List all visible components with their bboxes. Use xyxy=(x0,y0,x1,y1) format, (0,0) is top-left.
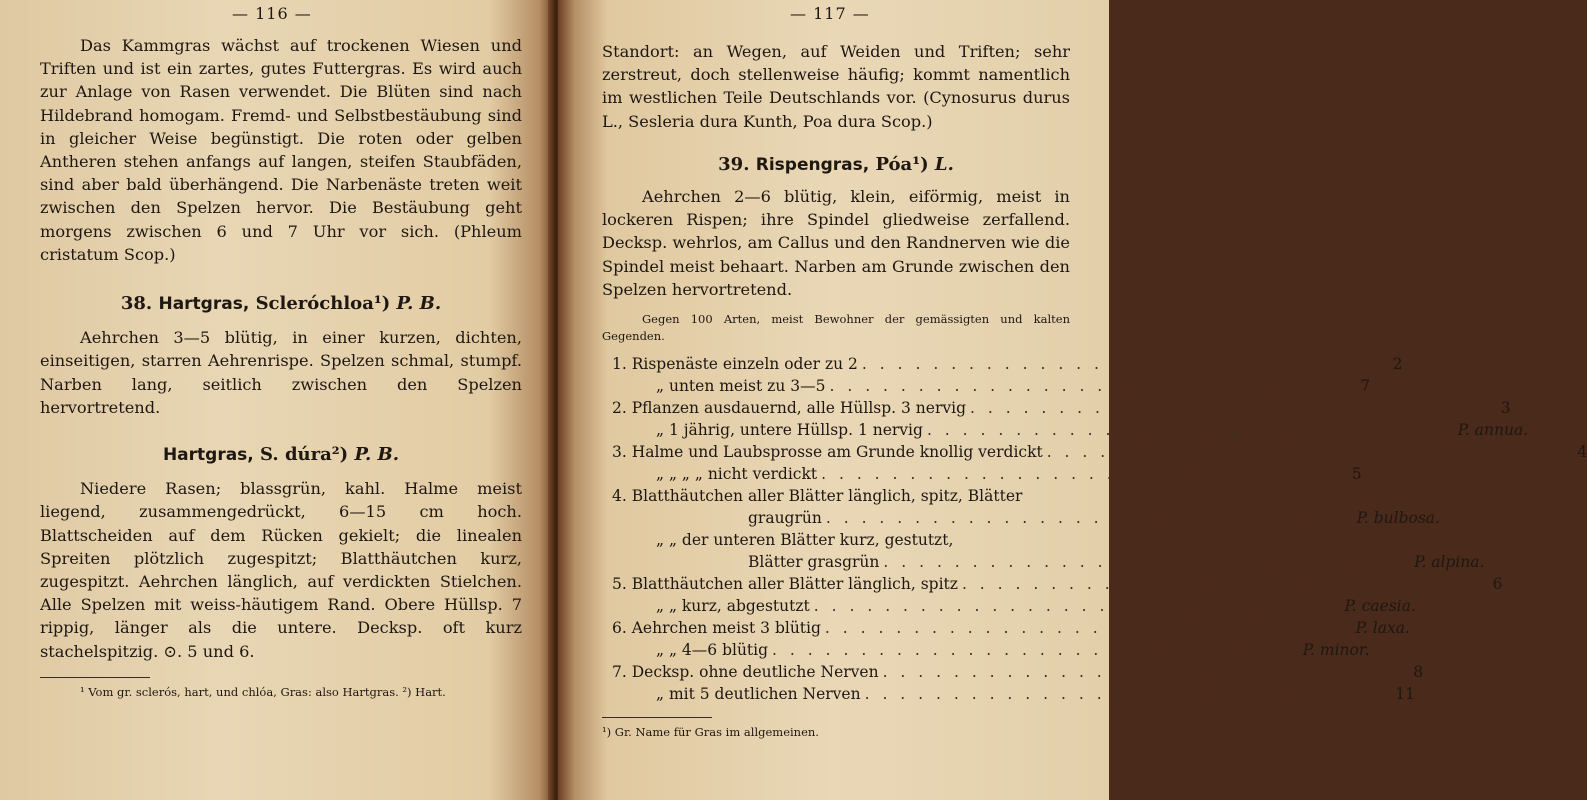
key-row xyxy=(602,463,1362,485)
determination-key xyxy=(602,353,1587,705)
key-row-result: P. minor. xyxy=(1302,641,1370,660)
right-page xyxy=(558,0,1587,800)
key-row-leader-dots: . . . . . . . . . . . . . . . . . . . . . . . . . . . . . . xyxy=(829,377,1357,396)
key-row xyxy=(602,551,1485,573)
left-page xyxy=(0,0,556,800)
key-row-result: P. caesia. xyxy=(1344,597,1416,616)
heading-number: 39. xyxy=(718,153,750,175)
key-row-result: 4 xyxy=(1577,443,1587,462)
key-row-label: 7. Decksp. ohne deutliche Nerven xyxy=(612,663,879,682)
page-number-left: — 116 — xyxy=(232,4,312,23)
heading-latin: Póa¹) xyxy=(875,153,929,175)
key-row-label: „ „ 4—6 blütig xyxy=(656,641,769,660)
key-row-label: „ 1 jährig, untere Hüllsp. 1 nervig xyxy=(656,421,923,440)
key-row xyxy=(602,683,1416,705)
key-row-label: 3. Halme und Laubsprosse am Grunde knollig verdickt xyxy=(612,443,1043,462)
key-row-leader-dots: . . . . . . . . . . . . . . . . . . . . . . . . . . . . . . xyxy=(883,553,1411,572)
key-row-result: 3 xyxy=(1500,399,1511,418)
key-row-result: P. alpina. xyxy=(1414,553,1485,572)
key-row-result: P. annua. xyxy=(1457,421,1529,440)
heading-author: P. B. xyxy=(396,293,442,315)
key-row-label: „ „ der unteren Blätter kurz, gestutzt, xyxy=(656,531,954,550)
key-row-label: 6. Aehrchen meist 3 blütig xyxy=(612,619,821,638)
key-row xyxy=(602,441,1587,463)
key-row-label: 4. Blatthäutchen aller Blätter länglich, spitz, Blätter xyxy=(612,487,1023,506)
key-row-result: 7 xyxy=(1360,377,1371,396)
key-row-label: graugrün xyxy=(748,509,822,528)
key-row-result: 6 xyxy=(1492,575,1503,594)
genus-description: Aehrchen 3—5 blütig, in einer kurzen, dichten, einseitigen, starren Aehrenrispe. Spelzen schmal, stumpf. Narben lang, seitlich zwischen den Spelzen hervortretend. xyxy=(40,328,522,417)
intro-paragraph: Das Kammgras wächst auf trockenen Wiesen und Triften und ist ein zartes, gutes Futtergras. Es wird auch zur Anlage von Rasen verwendet. Die Blüten sind nach Hildebrand homogam. Fremd- und Selbstbestäubung sind in gleicher Weise begünstigt. Die roten oder gelben Antheren stehen anfangs auf langen, steifen Staubfäden, sind aber bald überhängend. Die Narbenäste treten weit zwischen den Spelzen hervor. Die Bestäubung geht morgens zwischen 6 und 7 Uhr vor sich. (Phleum cristatum Scop.) xyxy=(40,36,522,264)
key-row-label: 1. Rispenäste einzeln oder zu 2 xyxy=(612,355,858,374)
key-row xyxy=(602,485,1070,507)
key-row xyxy=(602,353,1403,375)
key-row-result: P. bulbosa. xyxy=(1356,509,1440,528)
heading-author: L. xyxy=(934,153,954,175)
species-heading-s-dura xyxy=(40,443,522,467)
key-row-result: 11 xyxy=(1395,685,1416,704)
key-row-label: „ „ kurz, abgestutzt xyxy=(656,597,810,616)
heading-name: Hartgras, xyxy=(158,294,250,315)
heading-latin: Scleróchloa¹) xyxy=(255,293,391,315)
key-row-result: 8 xyxy=(1413,663,1424,682)
left-page-body xyxy=(40,34,522,700)
page-number-right: — 117 — xyxy=(790,4,870,23)
key-row-leader-dots: . . . . . . . . . . . . . . . . . . . . . . . . . . . . . . xyxy=(1046,443,1574,462)
genus-description: Aehrchen 2—6 blütig, klein, eiförmig, meist in lockeren Rispen; ihre Spindel gliedweise zerfallend. Decksp. wehrlos, am Callus und den Randnerven wie die Spindel meist behaart. Narben am Grunde zwischen den Spelzen hervortretend. xyxy=(602,187,1070,299)
key-row xyxy=(602,397,1511,419)
footnote-left: ¹ Vom gr. sclerós, hart, und chlóa, Gras: also Hartgras. ²) Hart. xyxy=(80,684,446,699)
key-row-leader-dots: . . . . . . . . . . . . . . . . . . . . . . . . . . . . . . xyxy=(772,641,1299,660)
key-row-label: „ mit 5 deutlichen Nerven xyxy=(656,685,861,704)
key-row-leader-dots: . . . . . . . . . . . . . . . . . . . . . . . . . . . . . . xyxy=(825,509,1353,528)
key-row-label: 2. Pflanzen ausdauernd, alle Hüllsp. 3 nervig xyxy=(612,399,967,418)
key-row xyxy=(602,595,1416,617)
key-row xyxy=(602,661,1424,683)
key-row xyxy=(602,573,1503,595)
key-row-result: 2 xyxy=(1392,355,1403,374)
key-row-leader-dots: . . . . . . . . . . . . . . . . . . . . . . . . . . . . . . xyxy=(882,663,1410,682)
key-row-leader-dots: . . . . . . . . . . . . . . . . . . . . . . . . . . . . . . xyxy=(864,685,1392,704)
key-row-leader-dots: . . . . . . . . . . . . . . . . . . . . . . . . . . . . . . xyxy=(861,355,1389,374)
genus-heading-hartgras xyxy=(40,292,522,316)
key-row-label: 5. Blatthäutchen aller Blätter länglich, spitz xyxy=(612,575,958,594)
key-row-label: „ „ „ „ nicht verdickt xyxy=(656,465,818,484)
key-row xyxy=(602,507,1440,529)
key-row-result: P. laxa. xyxy=(1355,619,1410,638)
key-row-leader-dots: . . . . . . . . . . . . . . . . . . . . . . . . . . . . . . xyxy=(970,399,1497,418)
species-count-note: Gegen 100 Arten, meist Bewohner der gemässigten und kalten Gegenden. xyxy=(602,312,1070,344)
key-row xyxy=(602,639,1370,661)
footnote-right: ¹) Gr. Name für Gras im allgemeinen. xyxy=(602,725,819,740)
right-page-body xyxy=(602,40,1587,740)
heading-name: Rispengras, xyxy=(755,154,870,175)
key-row-result: 5 xyxy=(1351,465,1362,484)
species-latin: S. dúra²) xyxy=(260,444,349,466)
key-row-leader-dots: . . . . . . . . . . . . . . . . . . . . . . . . . . . . . . xyxy=(821,465,1348,484)
key-row xyxy=(602,617,1410,639)
species-name: Hartgras, xyxy=(162,445,254,466)
species-author: P. B. xyxy=(354,444,400,466)
species-description: Niedere Rasen; blassgrün, kahl. Halme meist liegend, zusammengedrückt, 6—15 cm hoch. Blattscheiden auf dem Rücken gekielt; die linealen Spreiten plötzlich zugespitzt; Blatthäutchen kurz, zugespitzt. Aehrchen länglich, auf verdickten Stielchen. Alle Spelzen mit weiss-häutigem Rand. Obere Hüllsp. 7 rippig, länger als die untere. Decksp. oft kurz stachelspitzig. ⊙. 5 und 6. xyxy=(40,479,522,661)
key-row-label: Blätter grasgrün xyxy=(748,553,880,572)
key-row-leader-dots: . . . . . . . . . . . . . . . . . . . . . . . . . . . . . . xyxy=(961,575,1489,594)
key-row-label: „ unten meist zu 3—5 xyxy=(656,377,826,396)
standort-paragraph: Standort: an Wegen, auf Weiden und Triften; sehr zerstreut, doch stellenweise häufig; kommt namentlich im westlichen Teile Deutschlands vor. (Cynosurus durus L., Sesleria dura Kunth, Poa dura Scop.) xyxy=(602,42,1070,131)
key-row xyxy=(602,529,1070,551)
genus-heading-rispengras xyxy=(602,153,1070,177)
key-row xyxy=(602,419,1529,441)
key-row xyxy=(602,375,1371,397)
key-row-leader-dots: . . . . . . . . . . . . . . . . . . . . . . . . . . . . . . xyxy=(824,619,1352,638)
heading-number: 38. xyxy=(120,293,153,315)
key-row-leader-dots: . . . . . . . . . . . . . . . . . . . . . . . . . . . . . . xyxy=(813,597,1341,616)
key-row-leader-dots: . . . . . . . . . . . . . . . . . . . . . . . . . . . . . . xyxy=(926,421,1454,440)
